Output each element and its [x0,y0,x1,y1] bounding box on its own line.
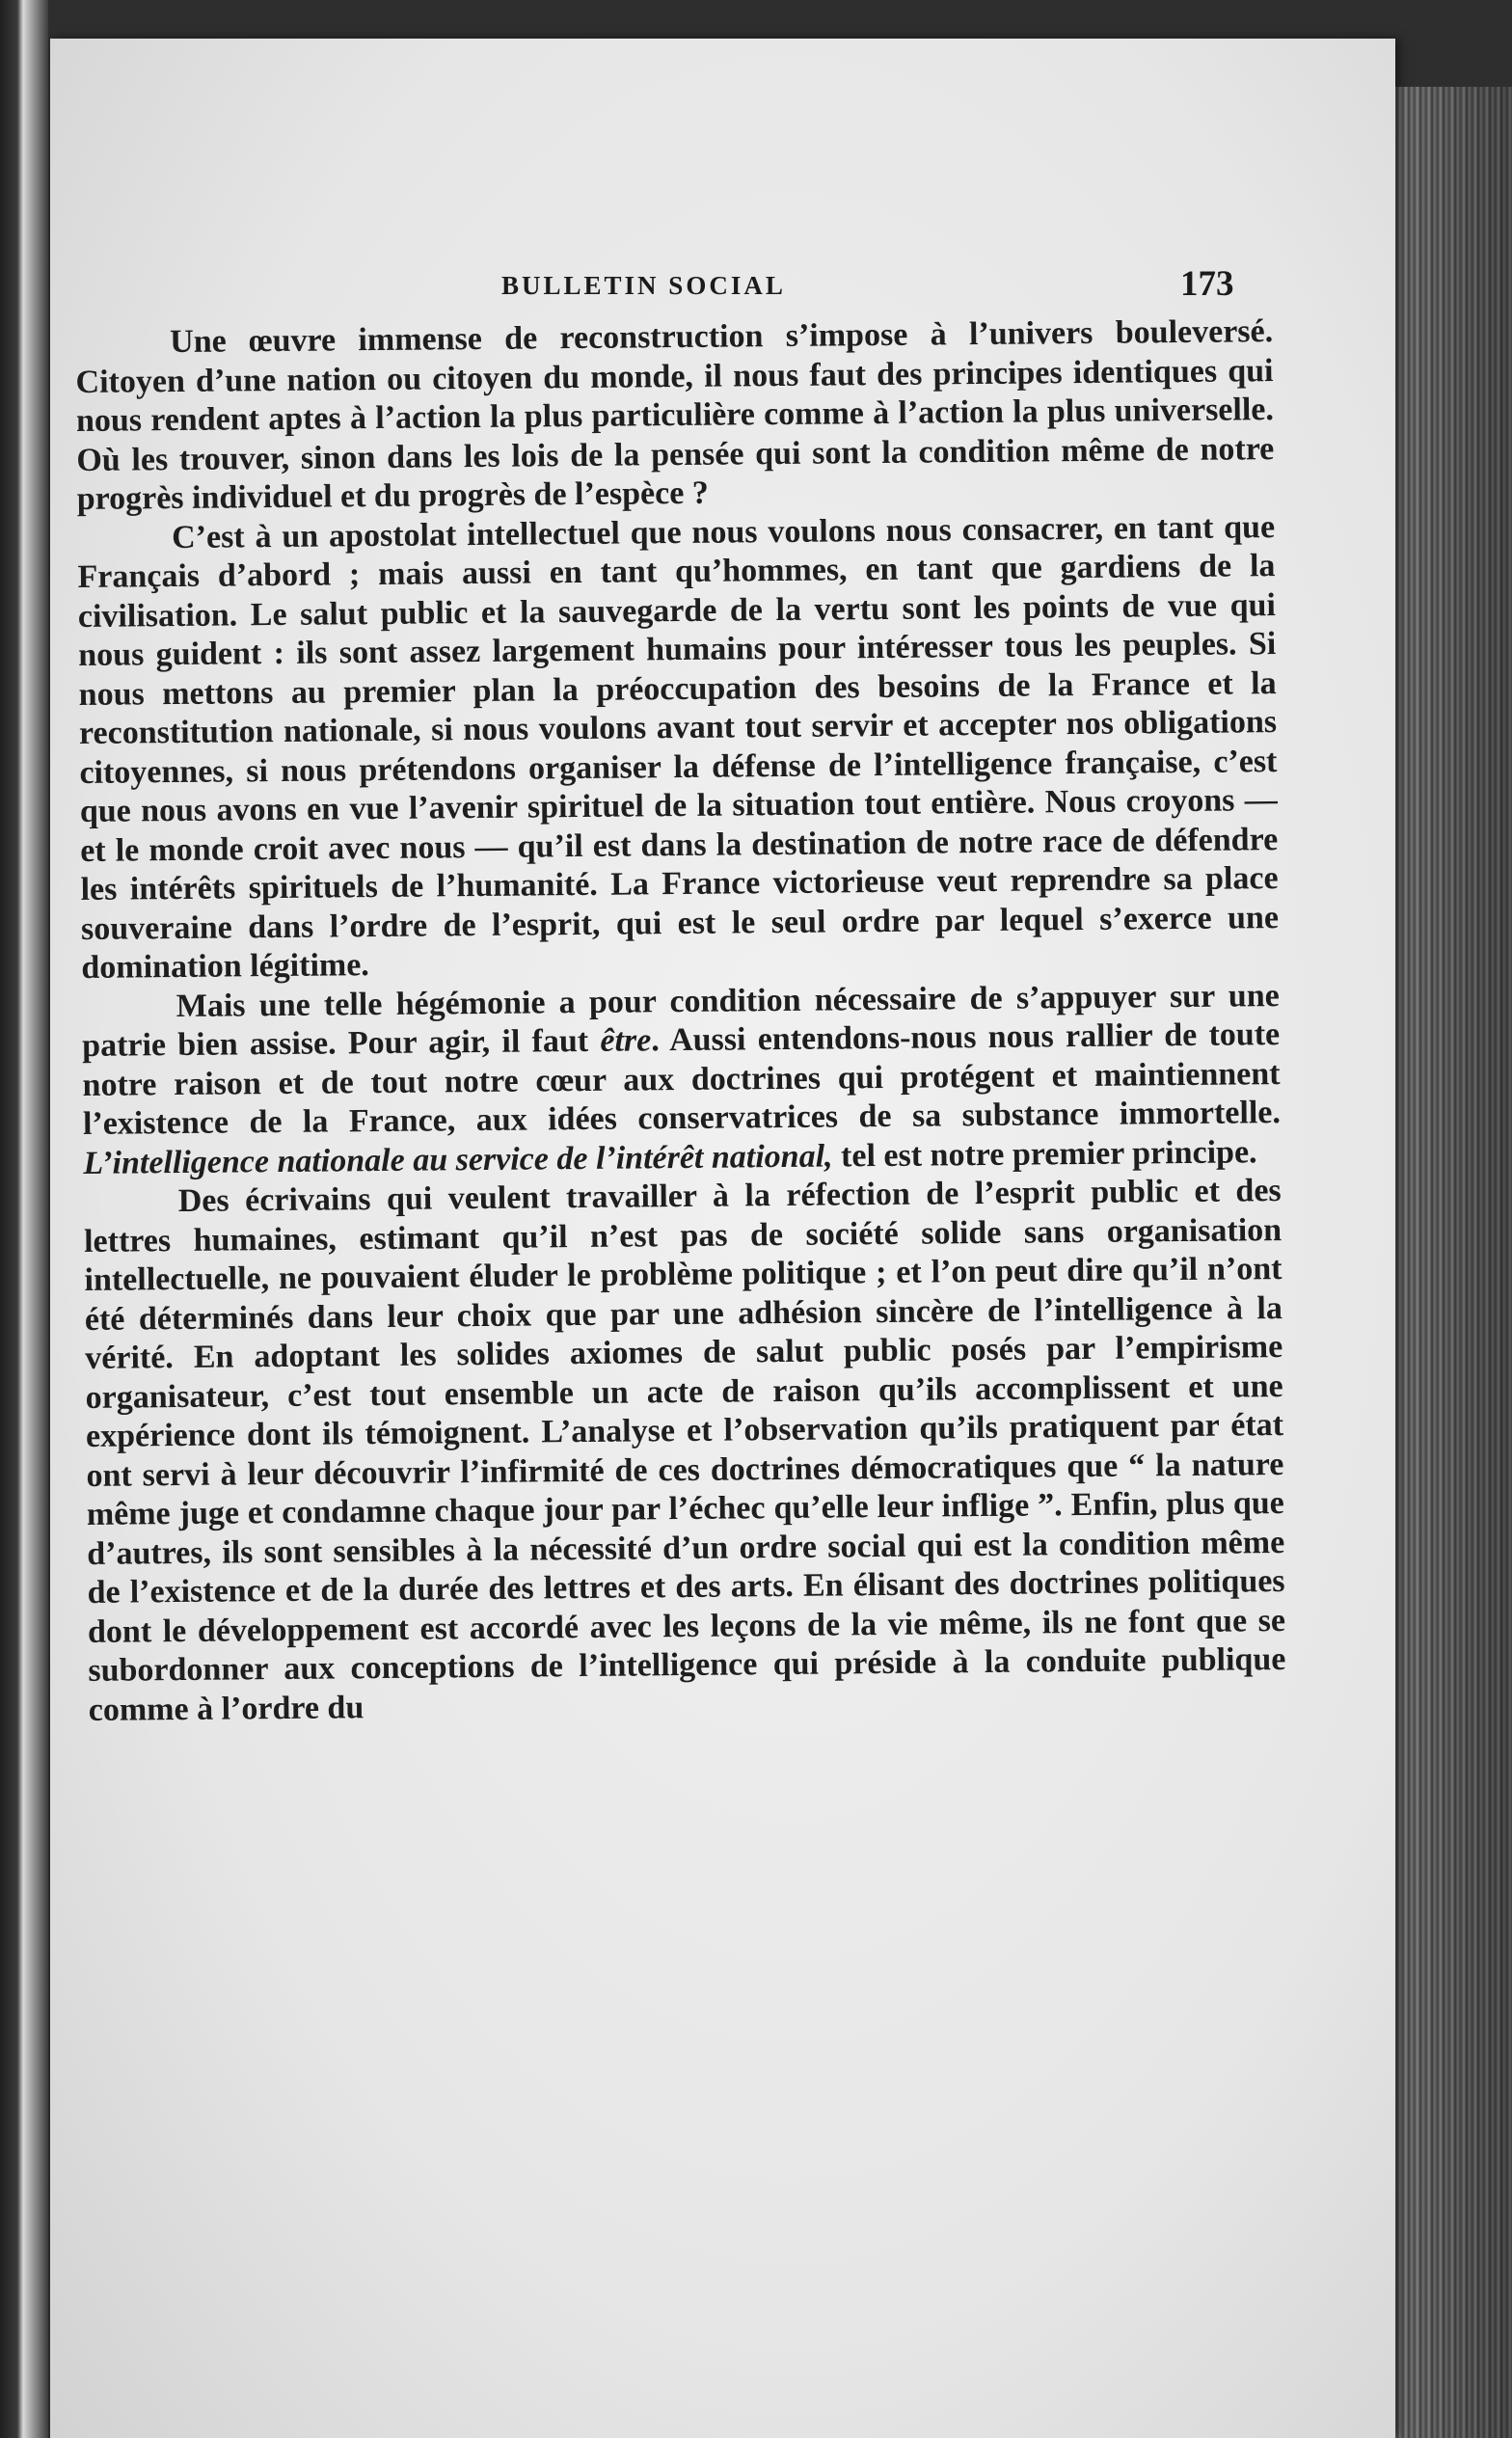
body-text [75,312,1286,1730]
page-number: 173 [1180,264,1234,304]
running-head [50,236,1395,304]
book-gutter-edge [0,0,48,2438]
paragraph-3-text-end: tel est notre premier principe. [832,1133,1257,1174]
paragraph-3-text-mid: . Aussi entendons-nous nous rallier de toute notre raison et de tout notre cœur aux doctrines qui protégent et maintiennent l’existence de la France, aux idées conservatrices de sa substance immortelle. [82,1016,1282,1142]
book-page [50,39,1395,2438]
paragraph-1: Une œuvre immense de reconstruction s’impose à l’univers bouleversé. Citoyen d’une nation ou citoyen du monde, il nous faut des principes identiques qui nous rendent aptes à l’action la plus particulière comme à l’action la plus universelle. Où les trouver, sinon dans les lois de la pensée qui sont la condition même de notre progrès individuel et du progrès de l’espèce ? [75,313,1275,517]
paragraph-3 [82,977,1282,1183]
motto-text: L’intelligence nationale au service de l’intérêt national, [83,1137,833,1181]
paragraph-3-text-start: Mais une telle hégémonie a pour condition nécessaire de s’appuyer sur une patrie bien assise. Pour agir, il faut [82,977,1280,1064]
running-title: BULLETIN SOCIAL [501,271,786,300]
page-stack-edge [1389,87,1512,2438]
emphasis-etre: être [600,1022,652,1059]
paragraph-2: C’est à un apostolat intellectuel que nous voulons nous consacrer, en tant que Français d’abord ; mais aussi en tant qu’hommes, en tant que gardiens de la civilisation. Le salut public et la sauvegarde de la vertu sont les points de vue qui nous guident : ils sont assez largement humains pour intéresser tous les peuples. Si nous mettons au premier plan la préoccupation des besoins de la France et la reconstitution nationale, si nous voulons avant tout servir et accepter nos obligations citoyennes, si nous prétendons organiser la défense de l’intelligence française, c’est que nous avons en vue l’avenir spirituel de la situation tout entière. Nous croyons — et le monde croit avec nous — qu’il est dans la destination de notre race de défendre les intérêts spirituels de l’humanité. La France victorieuse veut reprendre sa place souveraine dans l’ordre de l’esprit, qui est le seul ordre par lequel s’exerce une domination légitime. [77,508,1280,986]
paragraph-4: Des écrivains qui veulent travailler à la réfection de l’esprit public et des lettres humaines, estimant qu’il n’est pas de société solide sans organisation intellectuelle, ne pouvaient éluder le problème politique ; et l’on peut dire qu’il n’ont été déterminés dans leur choix que par une adhésion sincère de l’intelligence à la vérité. En adoptant les solides axiomes de salut public posés par l’empirisme organisateur, c’est tout ensemble un acte de raison qu’ils accomplissent et une expérience dont ils témoignent. L’analyse et l’observation qu’ils pratiquent par état ont servi à leur découvrir l’infirmité de ces doctrines démocratiques que “ la nature même juge et condamne chaque jour par l’échec qu’elle leur inflige ”. Enfin, plus que d’autres, ils sont sensibles à la nécessité d’un ordre social qui est la condition même de l’existence et de la durée des lettres et des arts. En élisant des doctrines politiques dont le développement est accordé avec les leçons de la vie même, ils ne font que se subordonner aux conceptions de l’intelligence qui préside à la conduite publique comme à l’ordre du [83,1173,1286,1728]
